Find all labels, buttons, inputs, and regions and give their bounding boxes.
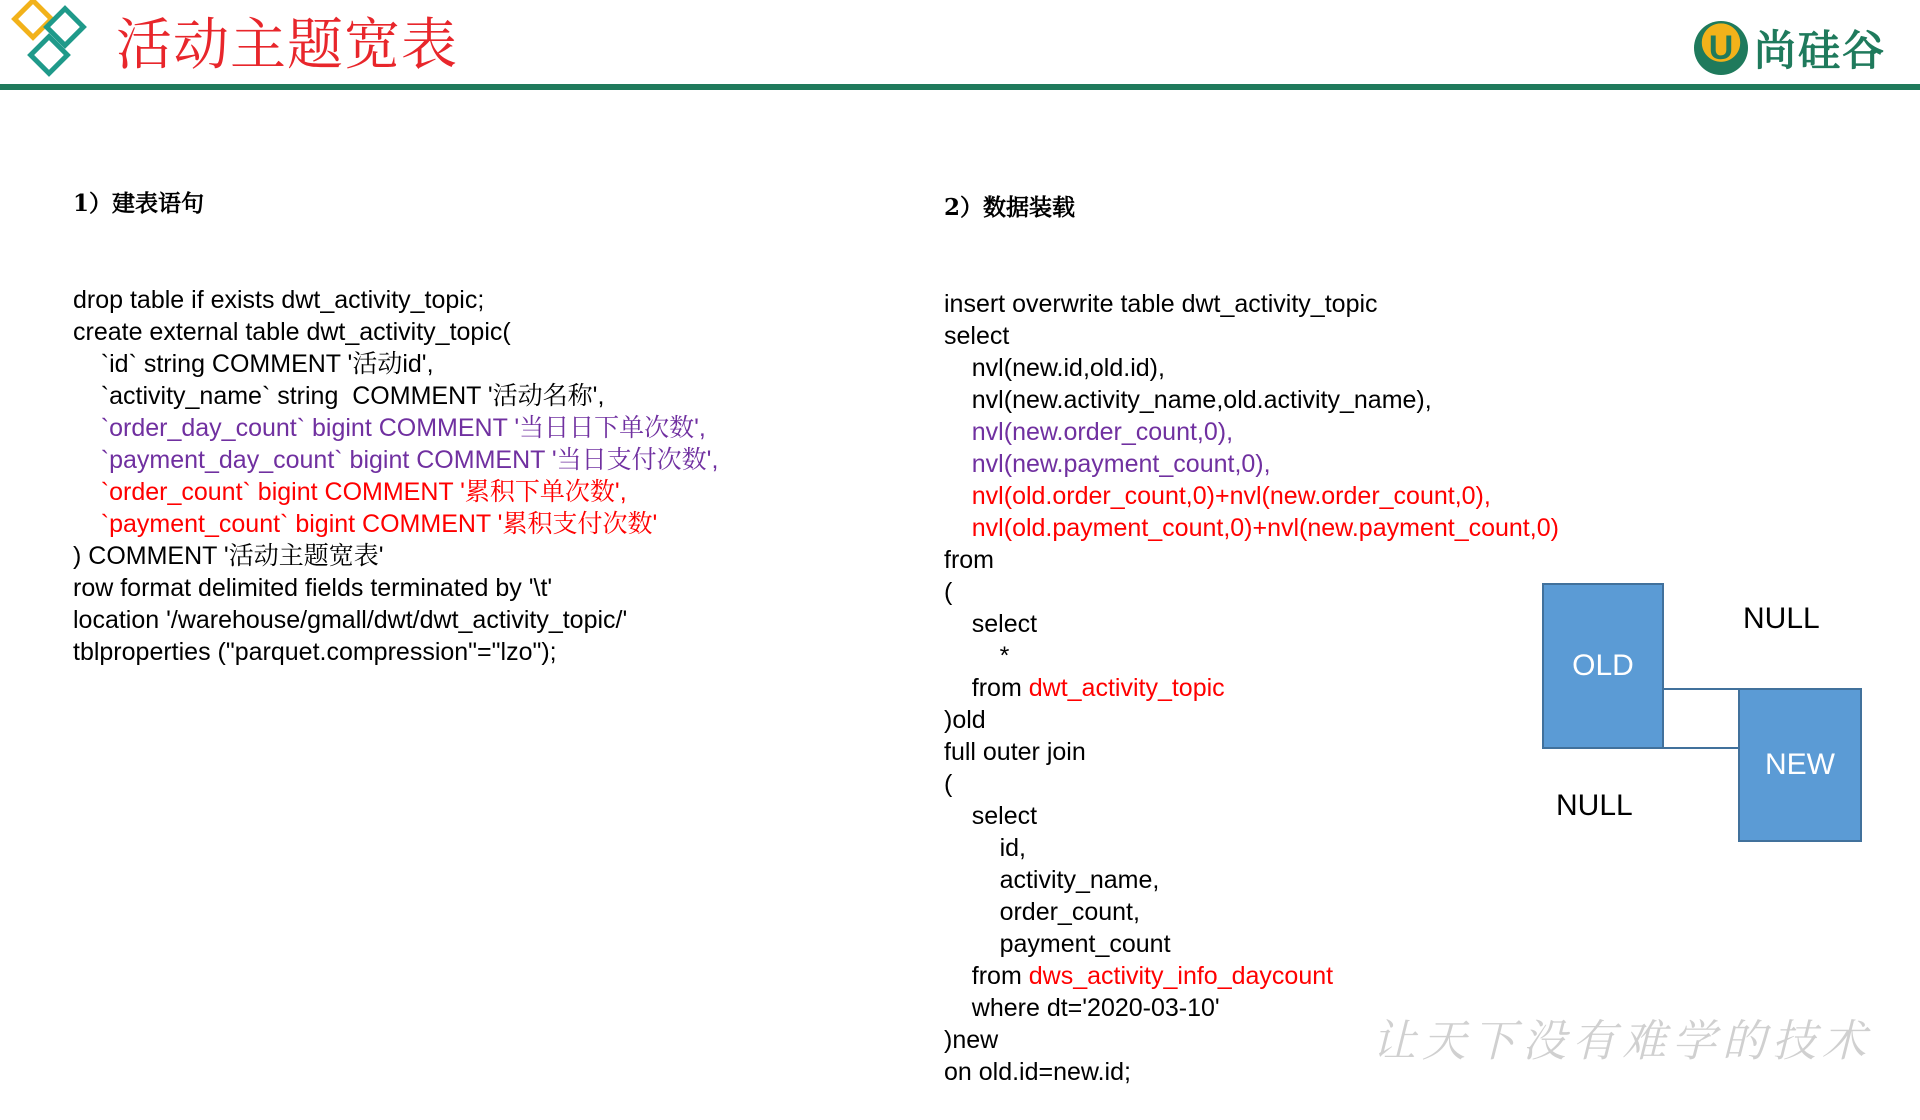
code-line — [944, 448, 1559, 480]
null-label-bottom: NULL — [1556, 789, 1633, 822]
code-line — [944, 512, 1559, 544]
brand-mark-icon: U — [1694, 21, 1748, 75]
code-fragment: id, — [944, 834, 1026, 862]
code-fragment: select — [944, 610, 1038, 638]
code-fragment: )old — [944, 706, 986, 734]
code-line: `payment_count` bigint COMMENT '累积支付次数' — [73, 510, 658, 538]
code-line — [944, 640, 1559, 672]
page-title: 活动主题宽表 — [116, 13, 458, 76]
code-line — [944, 480, 1559, 512]
code-line: location '/warehouse/gmall/dwt/dwt_activity_topic/' — [73, 606, 628, 634]
code-fragment: ( — [944, 578, 953, 606]
ddl-code-block — [73, 284, 718, 668]
null-label-top: NULL — [1743, 602, 1820, 635]
code-line: ) COMMENT '活动主题宽表' — [73, 542, 384, 570]
code-line: tblproperties ("parquet.compression"="lzo"); — [73, 638, 557, 666]
overlap-connector — [1664, 688, 1738, 749]
code-fragment: from — [944, 962, 1029, 990]
code-line — [944, 608, 1559, 640]
code-line — [944, 320, 1559, 352]
code-line — [944, 928, 1559, 960]
code-fragment: on old.id=new.id; — [944, 1058, 1131, 1086]
code-fragment: where dt='2020-03-10' — [944, 994, 1220, 1022]
code-fragment: from — [944, 674, 1029, 702]
brand-logo — [1694, 18, 1886, 78]
table-name-highlight: nvl(old.payment_count,0)+nvl(new.payment_count,0) — [944, 514, 1559, 542]
code-line — [944, 864, 1559, 896]
code-line: `id` string COMMENT '活动id', — [73, 350, 434, 378]
code-line — [944, 768, 1559, 800]
table-name-highlight: nvl(old.order_count,0)+nvl(new.order_count,0), — [944, 482, 1491, 510]
code-line: row format delimited fields terminated by '\t' — [73, 574, 553, 602]
code-line — [944, 704, 1559, 736]
code-fragment: payment_count — [944, 930, 1171, 958]
code-line: `order_day_count` bigint COMMENT '当日日下单次数', — [73, 414, 706, 442]
code-line — [944, 352, 1559, 384]
code-line: `payment_day_count` bigint COMMENT '当日支付次数', — [73, 446, 719, 474]
code-fragment: from — [944, 546, 994, 574]
old-box: OLD — [1542, 583, 1664, 749]
section-heading-ddl: 1）建表语句 — [73, 190, 205, 217]
code-line — [944, 544, 1559, 576]
code-line: create external table dwt_activity_topic( — [73, 318, 511, 346]
brand-name: 尚硅谷 — [1753, 27, 1886, 74]
load-code-block — [944, 288, 1559, 1088]
code-fragment: select — [944, 802, 1038, 830]
code-fragment: order_count, — [944, 898, 1140, 926]
code-fragment: * — [944, 642, 1010, 670]
code-line — [944, 576, 1559, 608]
code-fragment: full outer join — [944, 738, 1086, 766]
header-divider — [0, 84, 1920, 90]
full-outer-join-diagram — [1530, 580, 1870, 850]
code-line — [944, 736, 1559, 768]
data-load-section — [944, 128, 1559, 1120]
code-fragment: activity_name, — [944, 866, 1160, 894]
code-fragment: insert overwrite table dwt_activity_topic — [944, 290, 1378, 318]
code-line — [944, 960, 1559, 992]
code-fragment: nvl(new.payment_count,0), — [944, 450, 1271, 478]
code-fragment: select — [944, 322, 1010, 350]
code-fragment: ( — [944, 770, 953, 798]
code-line — [944, 288, 1559, 320]
logo-diamonds-icon — [8, 0, 100, 86]
code-fragment: nvl(new.order_count,0), — [944, 418, 1234, 446]
create-table-section — [73, 124, 718, 700]
code-line — [944, 832, 1559, 864]
code-line — [944, 416, 1559, 448]
table-name-highlight: dws_activity_info_daycount — [1028, 962, 1334, 990]
new-box: NEW — [1738, 688, 1862, 842]
code-line — [944, 384, 1559, 416]
code-line — [944, 896, 1559, 928]
code-line — [944, 800, 1559, 832]
code-fragment: nvl(new.activity_name,old.activity_name), — [944, 386, 1432, 414]
section-heading-load: 2）数据装载 — [944, 194, 1076, 221]
table-name-highlight: dwt_activity_topic — [1028, 674, 1225, 702]
code-line: drop table if exists dwt_activity_topic; — [73, 286, 485, 314]
code-line: `order_count` bigint COMMENT '累积下单次数', — [73, 478, 627, 506]
code-line: `activity_name` string COMMENT '活动名称', — [73, 382, 605, 410]
code-fragment: )new — [944, 1026, 999, 1054]
code-fragment: nvl(new.id,old.id), — [944, 354, 1165, 382]
footer-slogan: 让天下没有难学的技术 — [1372, 1016, 1872, 1067]
code-line — [944, 672, 1559, 704]
